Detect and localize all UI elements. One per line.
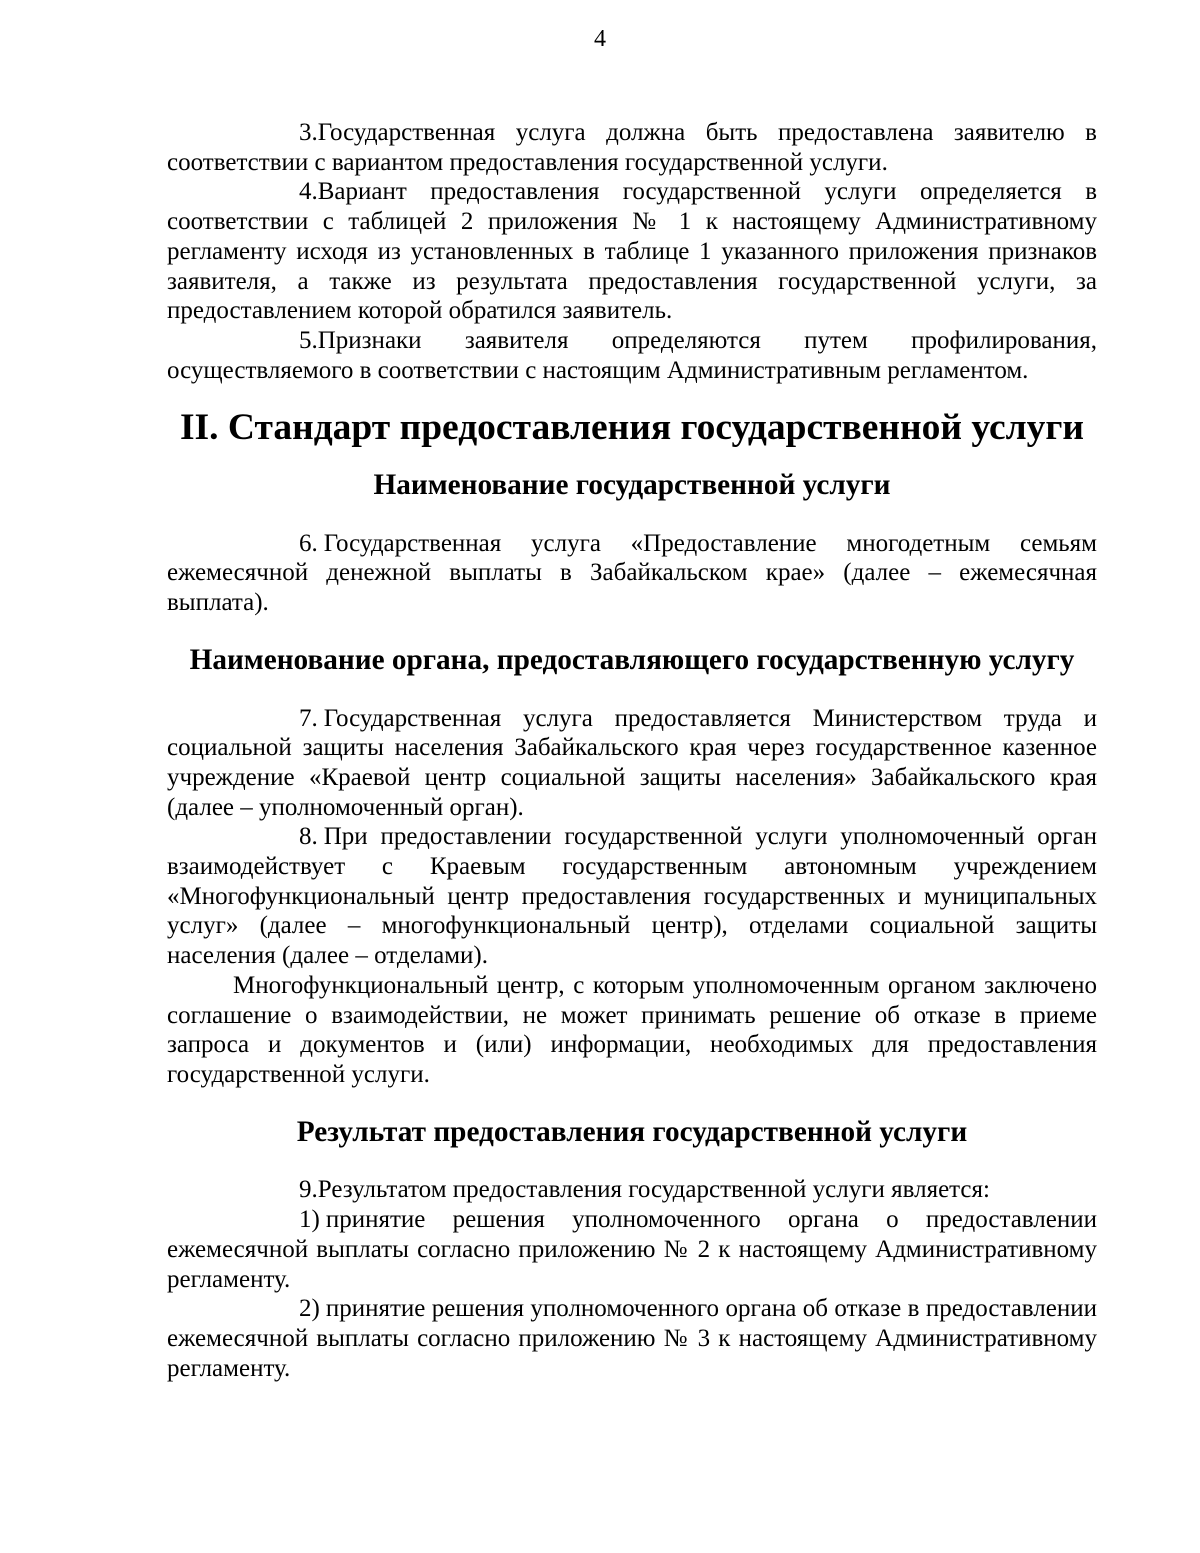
paragraph-number: 4. — [299, 178, 318, 206]
paragraph-9 — [167, 1175, 1097, 1205]
list-item-2 — [167, 1294, 1097, 1383]
paragraph-number: 9. — [299, 1176, 318, 1204]
paragraph-number: 6. — [299, 529, 318, 557]
paragraph-text: Государственная услуга «Предоставление многодетным семьям ежемесячной денежной выплаты в Забайкальском крае» (далее – ежемесячная выплата). — [167, 529, 1097, 617]
subheading-service-name: Наименование государственной услуги — [373, 469, 891, 502]
paragraph-text: Государственная услуга должна быть предоставлена заявителю в соответствии с вариантом предоставления государственной услуги. — [167, 119, 1097, 176]
paragraph-number: 8. — [299, 823, 318, 851]
paragraph-8-continued — [167, 971, 1097, 1090]
paragraph-6 — [167, 529, 1097, 618]
paragraph-text: Вариант предоставления государственной услуги определяется в соответствии с таблицей 2 приложения № 1 к настоящему Административному регламенту исходя из установленных в таблице 1 указанного приложения признаков заявителя, а также из результата предоставления государственной услуги, за предоставлением которой обратился заявитель. — [167, 178, 1097, 325]
list-item-1 — [167, 1205, 1097, 1294]
paragraph-text: Признаки заявителя определяются путем профилирования, осуществляемого в соответствии с настоящим Административным регламентом. — [167, 326, 1097, 384]
paragraph-4 — [167, 177, 1097, 326]
paragraph-text: Государственная услуга предоставляется Министерством труда и социальной защиты населения Забайкальского края через государственное казенное учреждение «Краевой центр социальной защиты населения» Забайкальского края (далее – уполномоченный орган). — [167, 704, 1097, 821]
list-item-text: принятие решения уполномоченного органа об отказе в предоставлении ежемесячной выплаты согласно приложению № 3 к настоящему Административному регламенту. — [167, 1295, 1097, 1382]
subheading-authority-name: Наименование органа, предоставляющего государственную услугу — [189, 643, 1075, 676]
section-heading-standard: II. Стандарт предоставления государственной услуги — [179, 407, 1085, 449]
paragraph-number: 7. — [299, 704, 318, 732]
paragraph-text: При предоставлении государственной услуги уполномоченный орган взаимодействует с Краевым государственным автономным учреждением «Многофункциональный центр предоставления государственных и муниципальных услуг» (далее – многофункциональный центр), отделами социальной защиты населения (далее – отделами). — [167, 823, 1097, 970]
paragraph-text: Результатом предоставления государственной услуги является: — [317, 1176, 990, 1204]
paragraph-number: 5. — [299, 326, 318, 354]
document-body — [167, 118, 1097, 1383]
list-item-number: 2) — [299, 1295, 320, 1323]
list-item-text: принятие решения уполномоченного органа о предоставлении ежемесячной выплаты согласно приложению № 2 к настоящему Административному регламенту. — [167, 1206, 1097, 1293]
paragraph-3 — [167, 118, 1097, 177]
paragraph-number: 3. — [299, 119, 318, 146]
paragraph-text: Многофункциональный центр, с которым уполномоченным органом заключено соглашение о взаимодействии, не может принимать решение об отказе в приеме запроса и документов и (или) информации, необходимых для предоставления государственной услуги. — [167, 971, 1097, 1088]
page-number: 4 — [594, 26, 606, 52]
paragraph-8 — [167, 822, 1097, 971]
subheading-service-result: Результат предоставления государственной услуги — [296, 1115, 968, 1148]
list-item-number: 1) — [299, 1206, 320, 1234]
paragraph-7 — [167, 704, 1097, 823]
paragraph-5 — [167, 326, 1097, 385]
